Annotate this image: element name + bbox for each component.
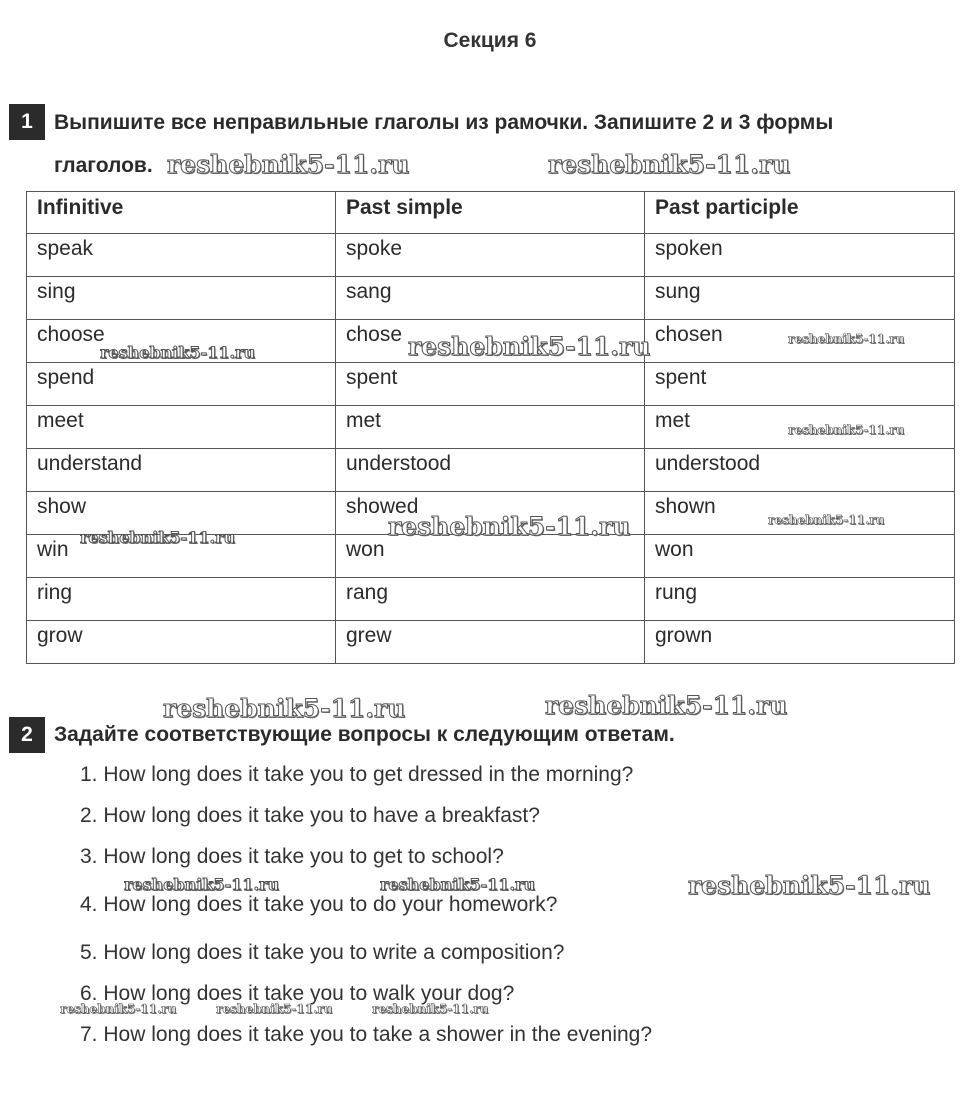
- task-1-instruction-line2: глаголов.: [54, 154, 153, 177]
- watermark: reshebnik5-11.ru: [688, 871, 931, 900]
- watermark: reshebnik5-11.ru: [380, 875, 536, 894]
- task-1-number-badge: 1: [9, 104, 45, 140]
- list-item: 6. How long does it take you to walk your dog?: [80, 982, 515, 1005]
- watermark: reshebnik5-11.ru: [80, 528, 236, 547]
- watermark: reshebnik5-11.ru: [788, 423, 905, 437]
- table-cell: ring: [27, 578, 336, 621]
- list-item: 5. How long does it take you to write a composition?: [80, 941, 565, 964]
- task-2-instruction: Задайте соответствующие вопросы к следующим ответам.: [54, 723, 675, 746]
- watermark: reshebnik5-11.ru: [768, 513, 885, 527]
- list-item: 7. How long does it take you to take a shower in the evening?: [80, 1023, 653, 1046]
- table-row: [27, 234, 955, 277]
- watermark: reshebnik5-11.ru: [60, 1002, 177, 1016]
- table-cell: understand: [27, 449, 336, 492]
- table-cell: spent: [336, 363, 645, 406]
- list-item: 1. How long does it take you to get dressed in the morning?: [80, 763, 634, 786]
- table-cell: showed: [336, 492, 645, 535]
- watermark: reshebnik5-11.ru: [100, 343, 256, 362]
- watermark: reshebnik5-11.ru: [548, 150, 791, 179]
- watermark: reshebnik5-11.ru: [163, 694, 406, 723]
- table-row: [27, 449, 955, 492]
- table-cell: grew: [336, 621, 645, 664]
- table-cell: spoken: [645, 234, 955, 277]
- column-header-infinitive: Infinitive: [27, 192, 336, 234]
- watermark: reshebnik5-11.ru: [408, 332, 651, 361]
- task-1-instruction-line1: Выпишите все неправильные глаголы из рамочки. Запишите 2 и 3 формы: [54, 111, 834, 134]
- table-row: [27, 277, 955, 320]
- list-item: 2. How long does it take you to have a breakfast?: [80, 804, 540, 827]
- watermark: reshebnik5-11.ru: [788, 332, 905, 346]
- table-cell: met: [336, 406, 645, 449]
- table-row: [27, 578, 955, 621]
- column-header-past-simple: Past simple: [336, 192, 645, 234]
- watermark: reshebnik5-11.ru: [167, 150, 410, 179]
- watermark: reshebnik5-11.ru: [124, 875, 280, 894]
- table-cell: choose: [27, 320, 336, 363]
- table-cell: spoke: [336, 234, 645, 277]
- table-cell: speak: [27, 234, 336, 277]
- table-cell: sung: [645, 277, 955, 320]
- table-cell: met: [645, 406, 955, 449]
- table-cell: shown: [645, 492, 955, 535]
- table-cell: won: [645, 535, 955, 578]
- table-cell: understood: [645, 449, 955, 492]
- table-cell: spend: [27, 363, 336, 406]
- watermark: reshebnik5-11.ru: [216, 1002, 333, 1016]
- table-header-row: [27, 192, 955, 234]
- table-cell: grow: [27, 621, 336, 664]
- table-cell: spent: [645, 363, 955, 406]
- list-item: 4. How long does it take you to do your homework?: [80, 893, 558, 916]
- column-header-past-participle: Past participle: [645, 192, 955, 234]
- table-cell: win: [27, 535, 336, 578]
- page-title: Секция 6: [443, 29, 537, 52]
- table-cell: chose: [336, 320, 645, 363]
- watermark: reshebnik5-11.ru: [545, 691, 788, 720]
- table-cell: rung: [645, 578, 955, 621]
- table-cell: chosen: [645, 320, 955, 363]
- table-cell: sang: [336, 277, 645, 320]
- table-cell: won: [336, 535, 645, 578]
- table-cell: understood: [336, 449, 645, 492]
- table-cell: rang: [336, 578, 645, 621]
- table-row: [27, 621, 955, 664]
- watermark: reshebnik5-11.ru: [388, 512, 631, 541]
- table-cell: meet: [27, 406, 336, 449]
- table-cell: show: [27, 492, 336, 535]
- table-cell: grown: [645, 621, 955, 664]
- task-2-number-badge: 2: [9, 717, 45, 753]
- table-row: [27, 363, 955, 406]
- watermark: reshebnik5-11.ru: [372, 1002, 489, 1016]
- list-item: 3. How long does it take you to get to school?: [80, 845, 504, 868]
- table-cell: sing: [27, 277, 336, 320]
